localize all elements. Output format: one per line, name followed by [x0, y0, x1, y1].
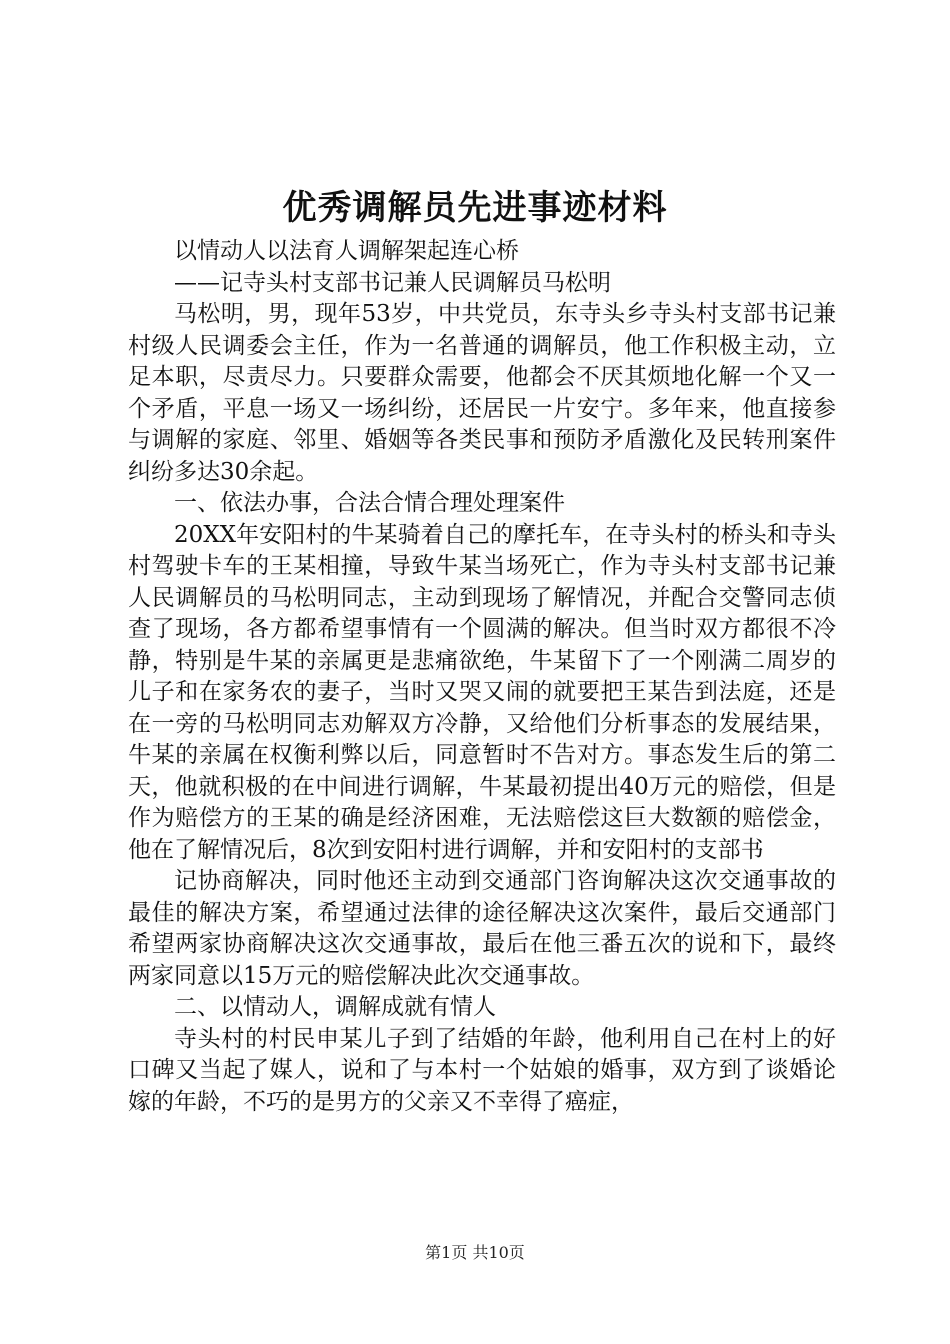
subtitle-line: 以情动人以法育人调解架起连心桥: [174, 238, 519, 264]
subtitle-byline: ——记寺头村支部书记兼人民调解员马松明: [174, 269, 611, 296]
section-heading-1: 一、依法办事，合法合情合理处理案件: [174, 490, 565, 516]
paragraph-case-2: 寺头村的村民申某儿子到了结婚的年龄，他利用自己在村上的好口碑又当起了媒人，说和了与本村一个姑娘的婚事，双方到了谈婚论嫁的年龄，不巧的是男方的父亲又不幸得了癌症，: [128, 1025, 836, 1115]
document-body: [128, 236, 836, 1118]
paragraph-intro: 马松明，男，现年53岁，中共党员，东寺头乡寺头村支部书记兼村级人民调委会主任，作为一名普通的调解员，他工作积极主动，立足本职，尽责尽力。只要群众需要，他都会不厌其烦地化解一个又一个矛盾，平息一场又一场纠纷，还居民一片安宁。多年来，他直接参与调解的家庭、邻里、婚姻等各类民事和预防矛盾激化及民转刑案件纠纷多达30余起。: [128, 301, 836, 485]
paragraph-case-1: 20XX年安阳村的牛某骑着自己的摩托车，在寺头村的桥头和寺头村驾驶卡车的王某相撞，导致牛某当场死亡，作为寺头村支部书记兼人民调解员的马松明同志，主动到现场了解情况，并配合交警同志侦查了现场，各方都希望事情有一个圆满的解决。但当时双方都很不冷静，特别是牛某的亲属更是悲痛欲绝，牛某留下了一个刚满二周岁的儿子和在家务农的妻子，当时又哭又闹的就要把王某告到法庭，还是在一旁的马松明同志劝解双方冷静，又给他们分析事态的发展结果，牛某的亲属在权衡利弊以后，同意暂时不告对方。事态发生后的第二天，他就积极的在中间进行调解，牛某最初提出40万元的赔偿，但是作为赔偿方的王某的确是经济困难，无法赔偿这巨大数额的赔偿金，他在了解情况后，8次到安阳村进行调解，并和安阳村的支部书: [128, 521, 836, 863]
section-heading-2: 二、以情动人，调解成就有情人: [174, 994, 496, 1020]
page-number-footer: 第1页 共10页: [425, 1243, 525, 1262]
document-title: 优秀调解员先进事迹材料: [282, 188, 668, 228]
paragraph-case-1-cont: 记协商解决，同时他还主动到交通部门咨询解决这次交通事故的最佳的解决方案，希望通过法律的途径解决这次案件，最后交通部门希望两家协商解决这次交通事故，最后在他三番五次的说和下，最终两家同意以15万元的赔偿解决此次交通事故。: [128, 868, 836, 989]
